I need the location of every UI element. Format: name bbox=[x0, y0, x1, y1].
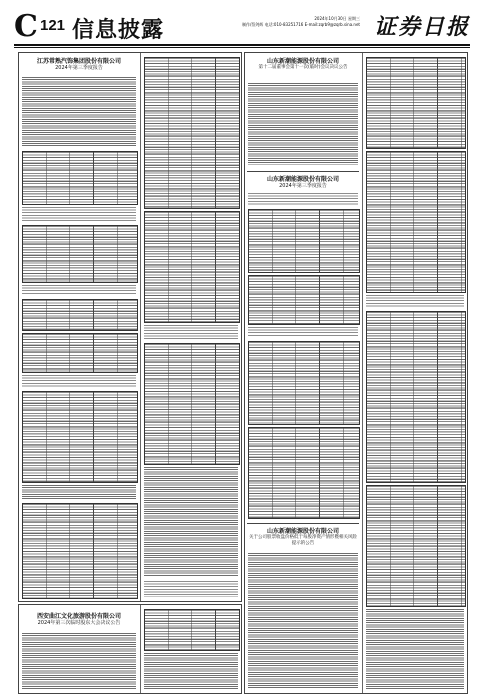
data-table bbox=[366, 57, 466, 149]
body-text bbox=[22, 375, 136, 387]
data-table bbox=[144, 57, 240, 209]
announcement-title: 山东新潮能源股份有限公司 bbox=[266, 176, 339, 183]
body-text bbox=[248, 553, 358, 689]
data-table bbox=[144, 609, 240, 651]
data-table bbox=[248, 275, 360, 325]
announcement-subtitle: 第十二届董事会第十一次(临时)会议决议公告 bbox=[258, 65, 348, 70]
announcement-block-bottom-left bbox=[18, 604, 242, 694]
section-title: 信息披露 bbox=[72, 17, 165, 43]
body-text bbox=[366, 295, 464, 307]
column-divider bbox=[140, 53, 141, 601]
data-table bbox=[366, 311, 466, 483]
announcement-title: 江苏常熟汽饰集团股份有限公司 bbox=[36, 58, 121, 65]
data-table bbox=[366, 151, 466, 293]
body-text bbox=[22, 77, 136, 147]
data-table bbox=[248, 341, 360, 425]
column-divider bbox=[362, 53, 363, 693]
body-text bbox=[22, 633, 136, 689]
header-rule bbox=[14, 44, 470, 46]
data-table bbox=[22, 333, 138, 373]
body-text bbox=[144, 653, 238, 689]
body-text bbox=[22, 285, 136, 295]
announcement-title: 西安曲江文化旅游股份有限公司 bbox=[36, 613, 121, 620]
column-divider bbox=[140, 605, 141, 693]
announcement-subtitle: 2024年第三季度报告 bbox=[279, 183, 327, 189]
section-letter: C bbox=[14, 9, 38, 44]
header-rule-thin bbox=[14, 47, 470, 48]
announcement-subtitle: 关于公司股票收盘价格低于每股净资产情形暨相关风险提示的公告 bbox=[249, 535, 357, 546]
body-text bbox=[144, 467, 238, 577]
announcement-subtitle: 2024年第三季度报告 bbox=[55, 65, 103, 71]
data-table bbox=[22, 225, 138, 283]
issue-contact: 制作/蔡剑辉 电话:010-83251716 E-mail:zqrb9@zqrb.sina.net bbox=[241, 22, 360, 27]
issue-date: 2024年10月30日 星期三 bbox=[314, 16, 360, 21]
issue-info bbox=[242, 16, 360, 28]
data-table bbox=[22, 503, 138, 599]
data-table bbox=[248, 209, 360, 273]
body-text bbox=[248, 327, 358, 337]
data-table bbox=[144, 343, 240, 465]
masthead bbox=[14, 10, 470, 44]
data-table bbox=[22, 151, 138, 205]
body-text bbox=[144, 581, 238, 597]
data-table bbox=[22, 391, 138, 483]
data-table bbox=[366, 485, 466, 607]
body-text bbox=[144, 325, 238, 339]
announcement-block-left bbox=[18, 52, 242, 602]
body-text bbox=[366, 609, 464, 689]
body-text bbox=[22, 207, 136, 221]
body-text bbox=[22, 485, 136, 499]
data-table bbox=[22, 299, 138, 331]
announcement-block-right bbox=[244, 52, 468, 694]
data-table bbox=[248, 427, 360, 519]
announcement-subtitle: 2024年第三次临时股东大会决议公告 bbox=[37, 620, 121, 626]
announcement-title: 山东新潮能源股份有限公司 bbox=[266, 528, 339, 535]
data-table bbox=[144, 211, 240, 323]
newspaper-logo: 证券日报 bbox=[373, 14, 470, 40]
body-text bbox=[248, 193, 358, 205]
section-number: 121 bbox=[40, 17, 66, 34]
body-text bbox=[248, 83, 358, 165]
announcement-title: 山东新潮能源股份有限公司 bbox=[266, 58, 339, 65]
